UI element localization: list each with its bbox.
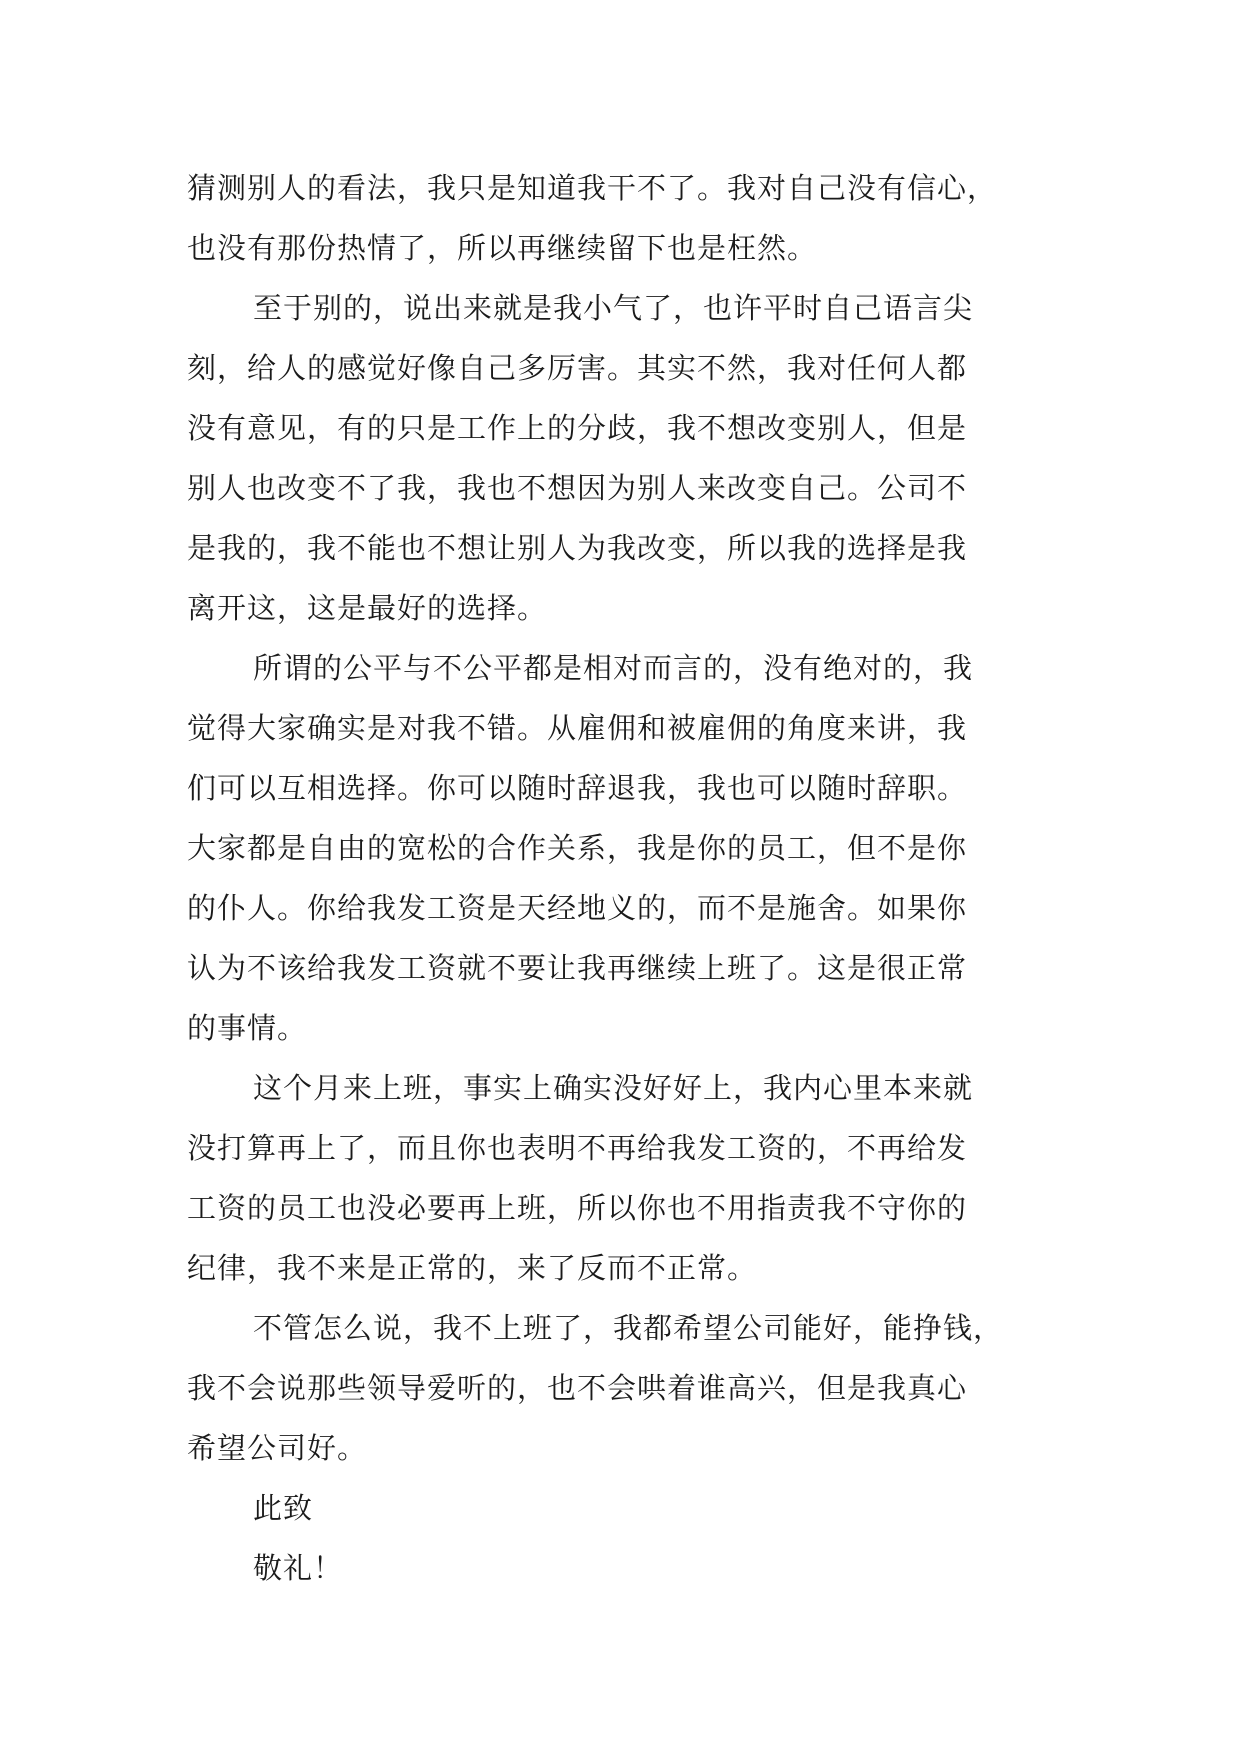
text-line: 的事情。 [187,1011,308,1045]
text-line: 离开这，这是最好的选择。 [187,591,548,625]
text-line: 纪律，我不来是正常的，来了反而不正常。 [187,1251,758,1285]
letter-body [187,158,1067,1598]
text-line: 猜测别人的看法，我只是知道我干不了。我对自己没有信心， [187,171,998,205]
paragraph-start-line: 所谓的公平与不公平都是相对而言的，没有绝对的，我 [253,651,974,685]
closing-regards: 敬礼！ [253,1551,344,1585]
text-line: 刻，给人的感觉好像自己多厉害。其实不然，我对任何人都 [187,351,968,385]
text-line: 们可以互相选择。你可以随时辞退我，我也可以随时辞职。 [187,771,968,805]
text-line: 的仆人。你给我发工资是天经地义的，而不是施舍。如果你 [187,891,968,925]
text-line: 是我的，我不能也不想让别人为我改变，所以我的选择是我 [187,531,968,565]
paragraph-start-line: 不管怎么说，我不上班了，我都希望公司能好，能挣钱， [253,1311,1004,1345]
text-line: 没有意见，有的只是工作上的分歧，我不想改变别人，但是 [187,411,968,445]
text-line: 没打算再上了，而且你也表明不再给我发工资的，不再给发 [187,1131,968,1165]
text-line: 也没有那份热情了，所以再继续留下也是枉然。 [187,231,818,265]
text-line: 别人也改变不了我，我也不想因为别人来改变自己。公司不 [187,471,968,505]
paragraph-start-line: 这个月来上班，事实上确实没好好上，我内心里本来就 [253,1071,974,1105]
text-line: 工资的员工也没必要再上班，所以你也不用指责我不守你的 [187,1191,968,1225]
text-line: 希望公司好。 [187,1431,368,1465]
text-line: 认为不该给我发工资就不要让我再继续上班了。这是很正常 [187,951,968,985]
text-line: 觉得大家确实是对我不错。从雇佣和被雇佣的角度来讲，我 [187,711,968,745]
closing-salutation: 此致 [253,1491,314,1525]
text-line: 我不会说那些领导爱听的，也不会哄着谁高兴，但是我真心 [187,1371,968,1405]
paragraph-start-line: 至于别的，说出来就是我小气了，也许平时自己语言尖 [253,291,974,325]
text-line: 大家都是自由的宽松的合作关系，我是你的员工，但不是你 [187,831,968,865]
